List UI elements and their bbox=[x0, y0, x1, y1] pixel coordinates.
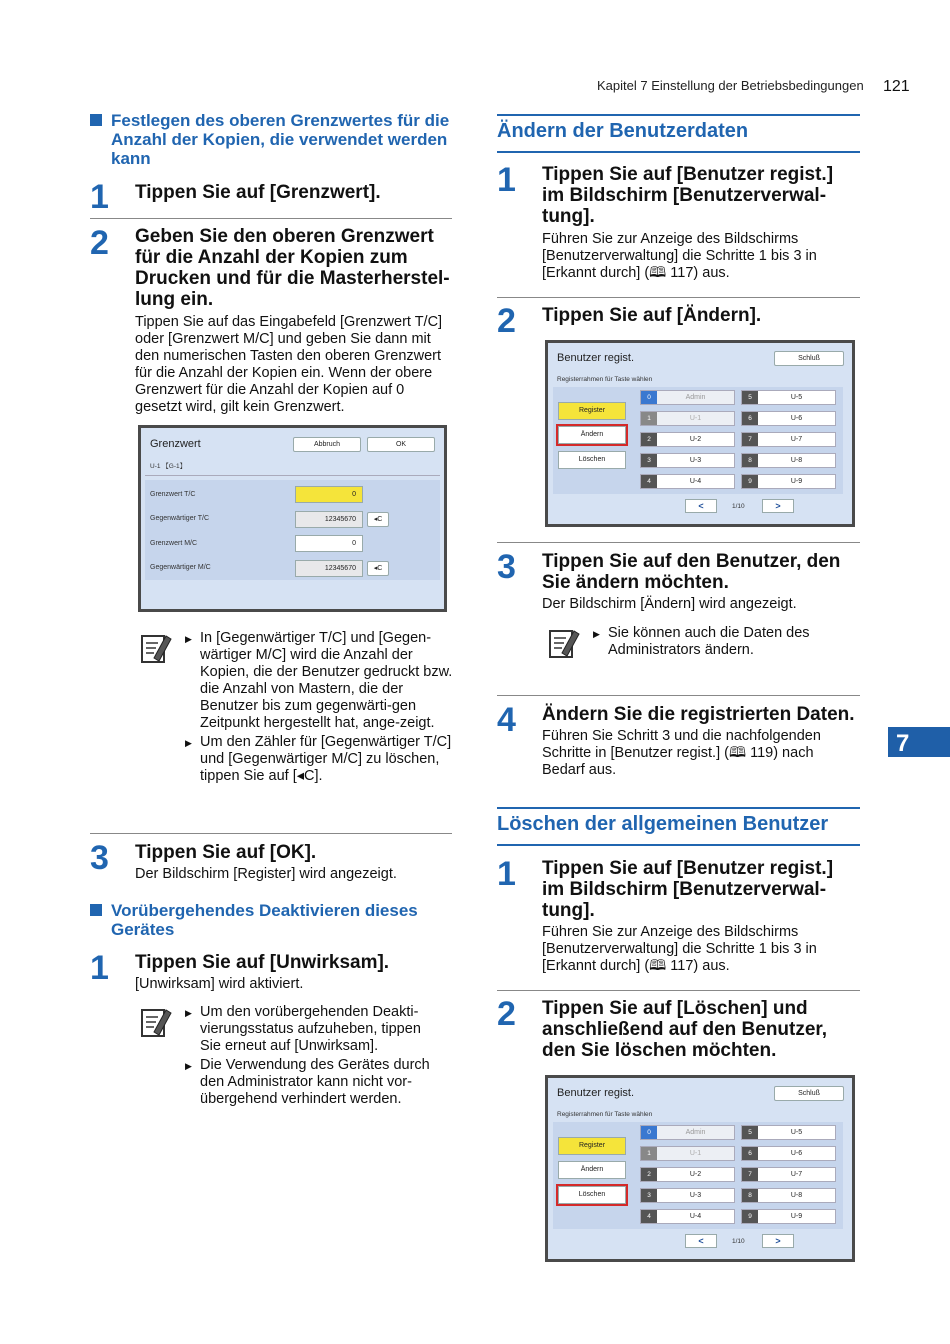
user-slot-8[interactable] bbox=[741, 1188, 836, 1203]
slot-number: 2 bbox=[641, 433, 657, 446]
square-bullet-icon bbox=[90, 904, 102, 916]
current-mc-field: 12345670 bbox=[295, 560, 363, 577]
step-left-3 bbox=[90, 839, 455, 889]
section-change-user: Ändern der Benutzerdaten bbox=[497, 114, 860, 153]
slot-label: U-3 bbox=[689, 457, 702, 464]
subheading-limit bbox=[90, 111, 450, 168]
step-right-1 bbox=[497, 161, 862, 291]
screen-title: Benutzer regist. bbox=[557, 1087, 635, 1099]
screen-title: Benutzer regist. bbox=[557, 352, 635, 364]
user-slot-5[interactable] bbox=[741, 390, 836, 405]
divider bbox=[145, 475, 440, 476]
step-title: Tippen Sie auf den Benutzer, den Sie ändern möchten. bbox=[542, 551, 841, 593]
user-slot-2[interactable] bbox=[640, 432, 735, 447]
frame-label: Registerrahmen für Taste wählen bbox=[557, 376, 653, 383]
slot-number: 9 bbox=[742, 475, 758, 488]
slot-label: U-8 bbox=[790, 1192, 803, 1199]
slot-number: 8 bbox=[742, 1189, 758, 1202]
slot-label: U-5 bbox=[790, 1129, 803, 1136]
note-counter bbox=[140, 630, 453, 810]
slot-number: 4 bbox=[641, 475, 657, 488]
prev-page-button[interactable]: < bbox=[685, 1234, 717, 1248]
step-number: 1 bbox=[90, 949, 109, 987]
step-right-5 bbox=[497, 855, 862, 985]
current-tc-field: 12345670 bbox=[295, 511, 363, 528]
ok-button[interactable]: OK bbox=[367, 437, 435, 452]
row-label: Grenzwert T/C bbox=[150, 491, 196, 498]
screen-user-register-delete bbox=[545, 1075, 855, 1262]
screen-user-register-change bbox=[545, 340, 855, 527]
step-title: Tippen Sie auf [Unwirksam]. bbox=[135, 952, 390, 973]
slot-number: 8 bbox=[742, 454, 758, 467]
step-title: Tippen Sie auf [Benutzer regist.] im Bildschirm [Benutzerverwal-tung]. bbox=[542, 164, 834, 227]
slot-label: U-2 bbox=[689, 436, 702, 443]
close-button[interactable]: Schluß bbox=[774, 1086, 844, 1101]
slot-label: U-9 bbox=[790, 1213, 803, 1220]
user-slot-7[interactable] bbox=[741, 1167, 836, 1182]
slot-label: Admin bbox=[685, 394, 706, 401]
slot-label: U-5 bbox=[790, 394, 803, 401]
step-number: 2 bbox=[497, 302, 516, 340]
slot-number: 7 bbox=[742, 1168, 758, 1181]
step-title: Tippen Sie auf [Benutzer regist.] im Bildschirm [Benutzerverwal-tung]. bbox=[542, 858, 834, 921]
square-bullet-icon bbox=[90, 114, 102, 126]
step-body: Führen Sie Schritt 3 und die nachfolgenden Schritte in [Benutzer regist.] (🕮 119) nach Bedarf aus. bbox=[542, 728, 821, 778]
step-body: [Unwirksam] wird aktiviert. bbox=[135, 976, 304, 992]
row-label: Grenzwert M/C bbox=[150, 540, 198, 547]
step-body: Führen Sie zur Anzeige des Bildschirms [Benutzerverwaltung] die Schritte 1 bis 3 in [Erkannt durch] (🕮 117) aus. bbox=[542, 231, 817, 281]
slot-number: 7 bbox=[742, 433, 758, 446]
slot-label: U-1 bbox=[689, 415, 702, 422]
step-title: Tippen Sie auf [Ändern]. bbox=[542, 305, 762, 326]
step-body: Der Bildschirm [Ändern] wird angezeigt. bbox=[542, 596, 797, 612]
user-slot-3[interactable] bbox=[640, 1188, 735, 1203]
slot-number: 9 bbox=[742, 1210, 758, 1223]
slot-label: U-7 bbox=[790, 436, 803, 443]
divider bbox=[90, 833, 452, 834]
page-indicator: 1/10 bbox=[732, 503, 745, 510]
user-slot-8[interactable] bbox=[741, 453, 836, 468]
step-right-2 bbox=[497, 302, 862, 340]
slot-label: U-6 bbox=[790, 415, 803, 422]
slot-label: Admin bbox=[685, 1129, 706, 1136]
section-delete-user: Löschen der allgemeinen Benutzer bbox=[497, 807, 860, 846]
user-slot-7[interactable] bbox=[741, 432, 836, 447]
slot-number: 1 bbox=[641, 1147, 657, 1160]
slot-number: 6 bbox=[742, 412, 758, 425]
step-title: Tippen Sie auf [Löschen] und anschließend auf den Benutzer, den Sie löschen möchten. bbox=[542, 998, 828, 1061]
divider bbox=[497, 542, 860, 543]
slot-label: U-4 bbox=[689, 1213, 702, 1220]
pencil-note-icon bbox=[140, 630, 172, 666]
register-button[interactable]: Register bbox=[558, 1137, 626, 1155]
frame-label: Registerrahmen für Taste wählen bbox=[557, 1111, 653, 1118]
step-number: 2 bbox=[90, 224, 109, 262]
slot-number: 1 bbox=[641, 412, 657, 425]
delete-button[interactable]: Löschen bbox=[558, 1186, 626, 1204]
slot-number: 6 bbox=[742, 1147, 758, 1160]
note-admin bbox=[548, 625, 858, 670]
user-slot-4[interactable] bbox=[640, 1209, 735, 1224]
limit-mc-field[interactable]: 0 bbox=[295, 535, 363, 552]
step-number: 3 bbox=[90, 839, 109, 877]
slot-number: 0 bbox=[641, 1126, 657, 1139]
note-disable bbox=[140, 1004, 450, 1114]
row-label: Gegenwärtiger M/C bbox=[150, 564, 211, 571]
step-number: 1 bbox=[90, 178, 109, 216]
step-right-6 bbox=[497, 995, 862, 1065]
note-item: ▶ Um den Zähler für [Gegenwärtiger T/C] und [Gegenwärtiger M/C] zu löschen, tippen Sie auf [◂C]. bbox=[185, 734, 455, 785]
step-title: Tippen Sie auf [OK]. bbox=[135, 842, 317, 863]
divider bbox=[497, 990, 860, 991]
user-slot-9[interactable] bbox=[741, 1209, 836, 1224]
user-slot-2[interactable] bbox=[640, 1167, 735, 1182]
step-number: 1 bbox=[497, 161, 516, 199]
screen-grenzwert bbox=[138, 425, 447, 612]
chapter-tab: 7 bbox=[888, 727, 950, 757]
page-indicator: 1/10 bbox=[732, 1238, 745, 1245]
slot-label: U-9 bbox=[790, 478, 803, 485]
clear-tc-button[interactable]: ◂C bbox=[367, 512, 389, 527]
user-slot-1[interactable] bbox=[640, 1146, 735, 1161]
note-item: ▶ Um den vorübergehenden Deakti-vierungsstatus aufzuheben, tippen Sie erneut auf [Unwirksam]. bbox=[185, 1004, 445, 1055]
note-item: ▶ Sie können auch die Daten des Administrators ändern. bbox=[593, 625, 843, 659]
row-label: Gegenwärtiger T/C bbox=[150, 515, 210, 522]
limit-tc-field[interactable]: 0 bbox=[295, 486, 363, 503]
slot-label: U-2 bbox=[689, 1171, 702, 1178]
user-slot-3[interactable] bbox=[640, 453, 735, 468]
next-page-button[interactable]: > bbox=[762, 499, 794, 513]
pencil-note-icon bbox=[140, 1004, 172, 1040]
step-number: 4 bbox=[497, 701, 516, 739]
user-slot-1[interactable] bbox=[640, 411, 735, 426]
step-right-4 bbox=[497, 701, 862, 786]
slot-number: 3 bbox=[641, 1189, 657, 1202]
step-body: Tippen Sie auf das Eingabefeld [Grenzwert T/C] oder [Grenzwert M/C] und geben Sie dann mit den numerischen Tasten den oberen Grenzwert für die Anzahl der Kopien ein. Wenn der obere Grenzwert für die Anzahl der Kopien auf 0 gesetzt wird, gilt kein Grenzwert. bbox=[135, 314, 443, 415]
next-page-button[interactable]: > bbox=[762, 1234, 794, 1248]
step-right-3 bbox=[497, 548, 862, 618]
close-button[interactable]: Schluß bbox=[774, 351, 844, 366]
page-number: 121 bbox=[883, 78, 910, 95]
divider bbox=[497, 695, 860, 696]
slot-label: U-7 bbox=[790, 1171, 803, 1178]
subheading-text: Festlegen des oberen Grenzwertes für die Anzahl der Kopien, die verwendet werden kann bbox=[111, 111, 450, 168]
cancel-button[interactable]: Abbruch bbox=[293, 437, 361, 452]
step-body: Führen Sie zur Anzeige des Bildschirms [Benutzerverwaltung] die Schritte 1 bis 3 in [Erkannt durch] (🕮 117) aus. bbox=[542, 924, 817, 974]
change-button[interactable]: Ändern bbox=[558, 1161, 626, 1179]
step-title: Geben Sie den oberen Grenzwert für die Anzahl der Kopien zum Drucken und für die Masterherstel-lung ein. bbox=[135, 226, 450, 310]
user-slot-5[interactable] bbox=[741, 1125, 836, 1140]
subheading-disable bbox=[90, 901, 450, 939]
slot-label: U-3 bbox=[689, 1192, 702, 1199]
slot-number: 5 bbox=[742, 391, 758, 404]
slot-number: 3 bbox=[641, 454, 657, 467]
user-label: U-1 【G-1】 bbox=[150, 463, 187, 470]
step-left-2 bbox=[90, 224, 455, 424]
change-button[interactable]: Ändern bbox=[558, 426, 626, 444]
slot-label: U-4 bbox=[689, 478, 702, 485]
divider bbox=[497, 297, 860, 298]
user-slot-6[interactable] bbox=[741, 411, 836, 426]
divider bbox=[90, 218, 452, 219]
chapter-header: Kapitel 7 Einstellung der Betriebsbedingungen bbox=[597, 78, 864, 93]
step-left-1 bbox=[90, 178, 455, 218]
step-title: Ändern Sie die registrierten Daten. bbox=[542, 704, 855, 725]
pencil-note-icon bbox=[548, 625, 580, 661]
user-slot-0[interactable] bbox=[640, 390, 735, 405]
user-slot-6[interactable] bbox=[741, 1146, 836, 1161]
slot-number: 2 bbox=[641, 1168, 657, 1181]
step-left-4 bbox=[90, 949, 455, 999]
slot-label: U-8 bbox=[790, 457, 803, 464]
step-body: Der Bildschirm [Register] wird angezeigt. bbox=[135, 866, 397, 882]
slot-number: 0 bbox=[641, 391, 657, 404]
slot-number: 4 bbox=[641, 1210, 657, 1223]
user-slot-0[interactable] bbox=[640, 1125, 735, 1140]
subheading-text: Vorübergehendes Deaktivieren dieses Gerätes bbox=[111, 901, 418, 939]
step-number: 2 bbox=[497, 995, 516, 1033]
clear-mc-button[interactable]: ◂C bbox=[367, 561, 389, 576]
step-title: Tippen Sie auf [Grenzwert]. bbox=[135, 182, 381, 203]
slot-number: 5 bbox=[742, 1126, 758, 1139]
delete-button[interactable]: Löschen bbox=[558, 451, 626, 469]
screen-title: Grenzwert bbox=[150, 438, 201, 450]
step-number: 1 bbox=[497, 855, 516, 893]
register-button[interactable]: Register bbox=[558, 402, 626, 420]
user-slot-9[interactable] bbox=[741, 474, 836, 489]
note-item: ▶ Die Verwendung des Gerätes durch den Administrator kann nicht vor-übergehend verhindert werden. bbox=[185, 1057, 445, 1108]
slot-label: U-1 bbox=[689, 1150, 702, 1157]
slot-label: U-6 bbox=[790, 1150, 803, 1157]
prev-page-button[interactable]: < bbox=[685, 499, 717, 513]
note-item: ▶ In [Gegenwärtiger T/C] und [Gegen-wärtiger M/C] wird die Anzahl der Kopien, die der Benutzer gedruckt bzw. die Anzahl von Mastern, die der Benutzer bis zum gegenwärti-gen Zeitpunkt hergestellt hat, ange-zeigt. bbox=[185, 630, 455, 732]
user-slot-4[interactable] bbox=[640, 474, 735, 489]
step-number: 3 bbox=[497, 548, 516, 586]
